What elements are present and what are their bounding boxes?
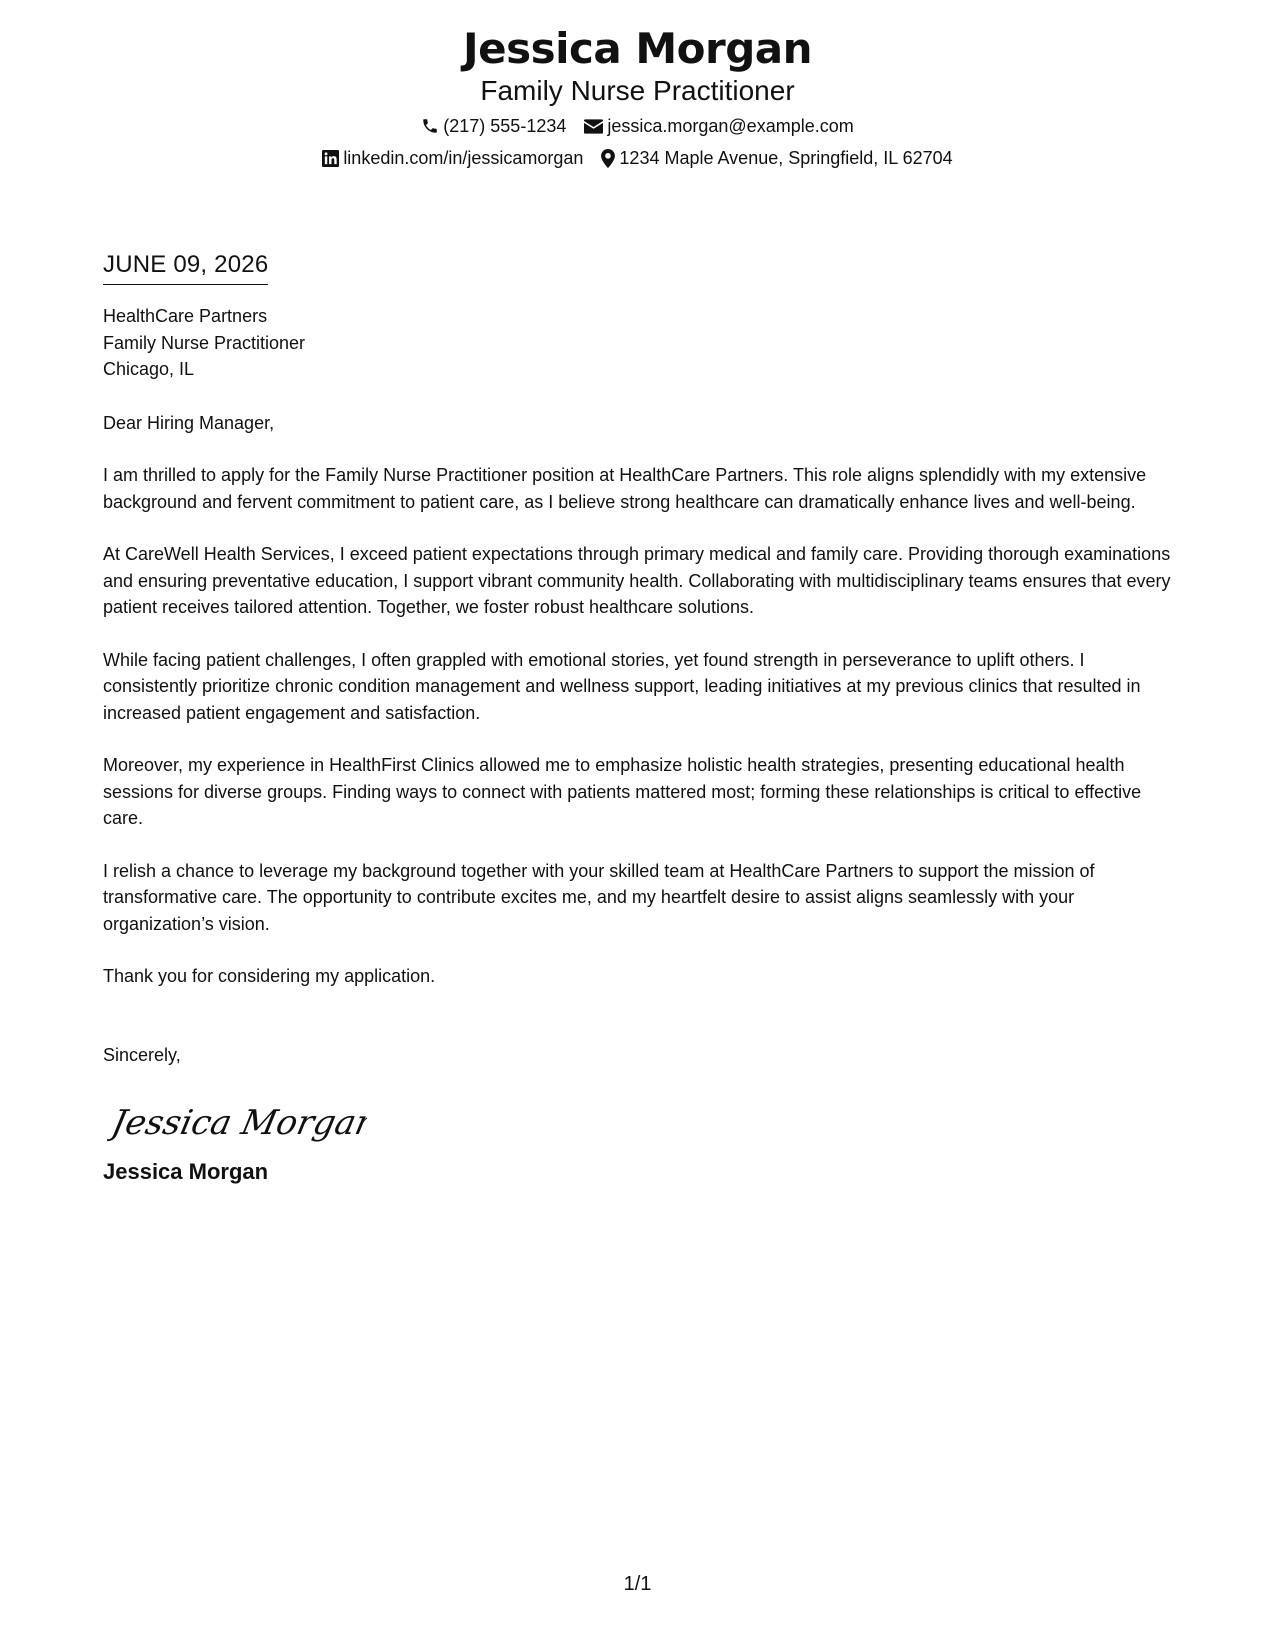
salutation: Dear Hiring Manager, — [103, 412, 275, 433]
contact-row-primary — [0, 114, 1275, 138]
address-text: 1234 Maple Avenue, Springfield, IL 62704 — [619, 148, 953, 168]
letter-body — [103, 250, 1178, 1186]
envelope-icon — [584, 119, 603, 134]
recipient-location: Chicago, IL — [103, 359, 195, 379]
paragraph: I am thrilled to apply for the Family Nurse Practitioner position at HealthCare Partners. This role aligns splendidly with my extensive background and fervent commitment to patient care, as I believe strong healthcare can dramatically enhance lives and well-being. — [103, 465, 1147, 512]
applicant-name: Jessica Morgan — [462, 24, 813, 73]
paragraph: At CareWell Health Services, I exceed patient expectations through primary medical and family care. Providing thorough examinations and ensuring preventative education, I support vibrant community health. Collaborating with multidisciplinary teams ensures that every patient receives tailored attention. Together, we foster robust healthcare solutions. — [103, 544, 1171, 617]
applicant-role: Family Nurse Practitioner — [480, 75, 795, 106]
letter-header — [0, 22, 1275, 170]
signoff: Sincerely, — [103, 1044, 181, 1065]
map-pin-icon — [601, 149, 615, 168]
page-number: 1/1 — [623, 1573, 652, 1595]
closing-line: Thank you for considering my application. — [103, 966, 436, 986]
paragraph: I relish a chance to leverage my background together with your skilled team at HealthCare Partners to support the mission of transformative care. The opportunity to contribute excites me, and my heartfelt desire to assist aligns seamlessly with your organization’s vision. — [103, 860, 1095, 934]
contact-address — [601, 146, 952, 170]
linkedin-text: linkedin.com/in/jessicamorgan — [343, 148, 584, 168]
signature-glyphs: Jessica Morgan — [108, 1103, 367, 1143]
email-text: jessica.morgan@example.com — [607, 116, 854, 136]
paragraph: While facing patient challenges, I often grappled with emotional stories, yet found strength in perseverance to uplift others. I consistently prioritize chronic condition management and wellness support, leading initiatives at my previous clinics that resulted in increased patient engagement and satisfaction. — [103, 649, 1141, 723]
recipient-position: Family Nurse Practitioner — [103, 332, 306, 353]
phone-icon — [421, 117, 439, 135]
contact-row-secondary — [0, 146, 1275, 170]
contact-phone — [421, 114, 566, 138]
contact-linkedin — [322, 146, 583, 170]
recipient-block — [103, 303, 1178, 383]
signer-name: Jessica Morgan — [103, 1159, 269, 1184]
contact-email — [584, 114, 853, 138]
handwritten-signature — [107, 1092, 1178, 1148]
paragraph: Moreover, my experience in HealthFirst Clinics allowed me to emphasize holistic health strategies, presenting educational health sessions for diverse groups. Finding ways to connect with patients mattered most; forming these relationships is critical to effective care. — [103, 755, 1142, 828]
phone-text: (217) 555-1234 — [443, 116, 567, 136]
recipient-company: HealthCare Partners — [103, 306, 268, 326]
linkedin-icon — [322, 150, 339, 167]
letter-date: JUNE 09, 2026 — [103, 250, 268, 285]
